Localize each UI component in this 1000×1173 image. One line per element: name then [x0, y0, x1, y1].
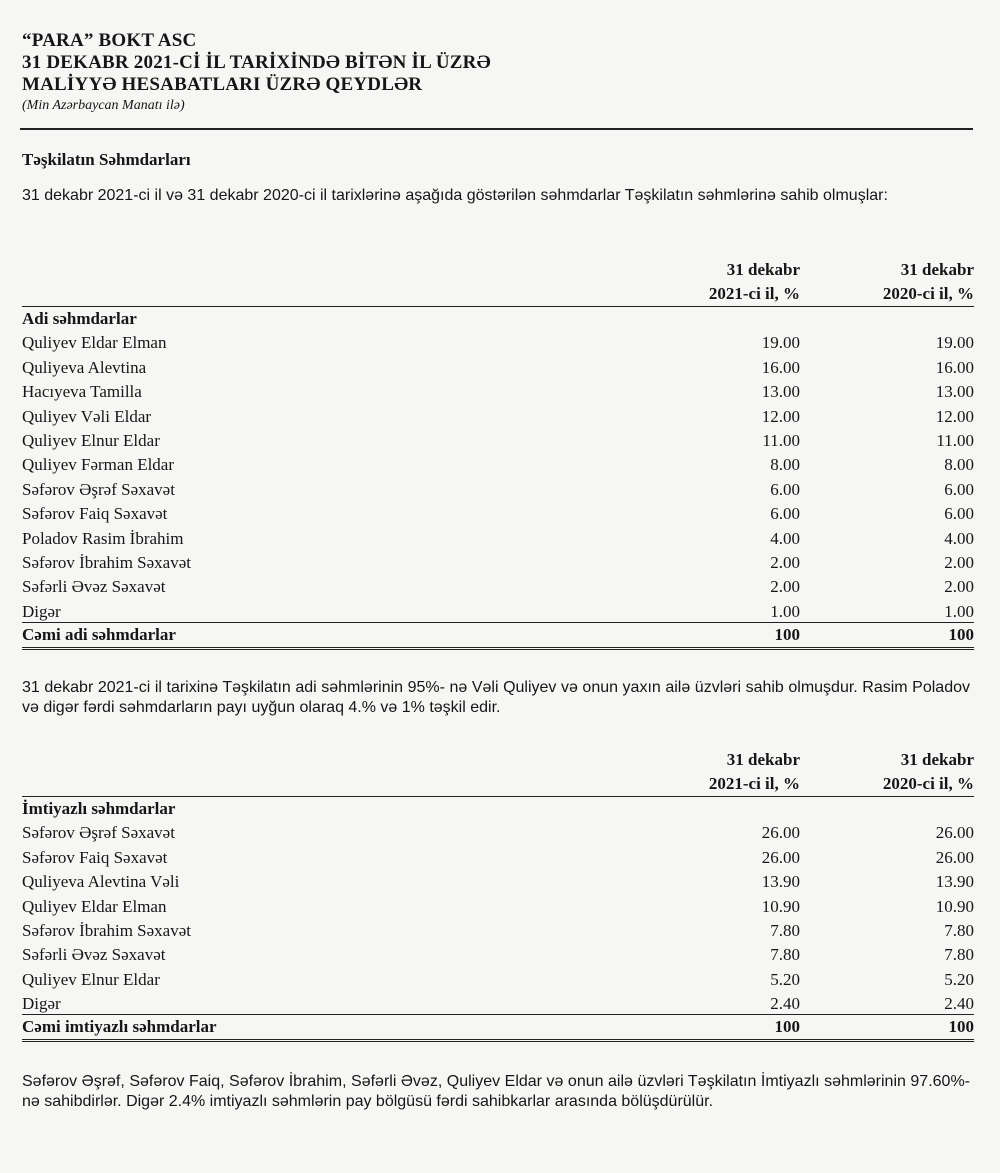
column-header-2020-line1: 31 dekabr: [900, 750, 974, 769]
column-header-2020: [883, 258, 974, 306]
share-2020: 19.00: [935, 333, 974, 353]
share-2021: 6.00: [770, 479, 800, 499]
table-row: [22, 870, 974, 894]
preferred-note-paragraph: Səfərov Əşrəf, Səfərov Faiq, Səfərov İbrahim, Səfərli Əvəz, Quliyev Eldar və onun ailə üzvləri Təşkilatın İmtiyazlı səhmlərinin 97.60%-nə sahibdirlər. Digər 2.4% imtiyazlı səhmlərin pay bölgüsü fərdi sahibkarlar arasında bölüşdürülür.: [22, 1073, 970, 1110]
column-header-2020-line2: 2020-ci il, %: [882, 284, 974, 303]
share-2021: 26.00: [761, 847, 800, 867]
total-2021: 100: [774, 1017, 800, 1036]
share-2020: 16.00: [935, 357, 974, 377]
shareholder-name: Səfərli Əvəz Səxavət: [22, 945, 166, 965]
shareholder-name: Quliyeva Alevtina: [22, 357, 147, 377]
column-header-2021-line1: 31 dekabr: [726, 260, 800, 279]
share-2020: 6.00: [944, 504, 974, 524]
shareholder-name: Səfərov İbrahim Səxavət: [22, 552, 191, 572]
preferred-rows: [22, 796, 974, 1017]
shareholder-name: Quliyev Elnur Eldar: [22, 430, 160, 450]
share-2021: 8.00: [770, 455, 800, 475]
shareholder-name: Quliyev Eldar Elman: [22, 896, 167, 916]
ordinary-total-row: [22, 622, 974, 650]
column-header-2021-line2: 2021-ci il, %: [708, 774, 800, 793]
share-2020: 12.00: [935, 406, 974, 426]
table-row: [22, 429, 974, 453]
ordinary-note-paragraph: 31 dekabr 2021-ci il tarixinə Təşkilatın adi səhmlərinin 95%- nə Vəli Quliyev və onun yaxın ailə üzvləri sahib olmuşdur. Rasim Poladov və digər fərdi səhmdarların payı uyğun olaraq 4.% və 1% təşkil edir.: [22, 679, 970, 716]
table-row: [22, 405, 974, 429]
share-2020: 13.00: [935, 382, 974, 402]
total-2020: 100: [948, 1017, 974, 1036]
share-2021: 10.90: [761, 896, 800, 916]
shareholder-name: Səfərov Faiq Səxavət: [22, 847, 168, 867]
share-2020: 5.20: [944, 969, 974, 989]
group-label-row: [22, 307, 974, 331]
group-label: Adi səhmdarlar: [22, 309, 137, 328]
table-row: [22, 600, 974, 624]
intro-paragraph: 31 dekabr 2021-ci il və 31 dekabr 2020-ci il tarixlərinə aşağıda göstərilən səhmdarlar Təşkilatın səhmlərinə sahib olmuşlar:: [22, 187, 888, 204]
share-2021: 19.00: [761, 333, 800, 353]
shareholder-name: Səfərov İbrahim Səxavət: [22, 920, 191, 940]
report-title: MALİYYƏ HESABATLARI ÜZRƏ QEYDLƏR: [22, 74, 423, 95]
share-2021: 7.80: [770, 945, 800, 965]
share-2021: 1.00: [770, 601, 800, 621]
share-2020: 2.00: [944, 577, 974, 597]
column-header-2021: [709, 258, 800, 306]
column-header-2020-line2: 2020-ci il, %: [882, 774, 974, 793]
column-header-2021-line2: 2021-ci il, %: [708, 284, 800, 303]
report-period-title: 31 DEKABR 2021-Cİ İL TARİXİNDƏ BİTƏN İL ÜZRƏ: [22, 52, 491, 73]
table-row: [22, 502, 974, 526]
table-row: [22, 575, 974, 599]
share-2020: 26.00: [935, 823, 974, 843]
share-2021: 12.00: [761, 406, 800, 426]
share-2020: 10.90: [935, 896, 974, 916]
share-2021: 2.40: [770, 994, 800, 1014]
table-row: [22, 992, 974, 1016]
total-label: Cəmi adi səhmdarlar: [22, 625, 176, 644]
table-row: [22, 453, 974, 477]
share-2021: 7.80: [770, 920, 800, 940]
share-2020: 26.00: [935, 847, 974, 867]
total-2021: 100: [774, 625, 800, 644]
ordinary-rows: [22, 306, 974, 624]
table-row: [22, 943, 974, 967]
share-2021: 13.00: [761, 382, 800, 402]
share-2021: 2.00: [770, 577, 800, 597]
shareholder-name: Poladov Rasim İbrahim: [22, 528, 184, 548]
share-2021: 16.00: [761, 357, 800, 377]
share-2020: 11.00: [936, 430, 974, 450]
total-2020: 100: [948, 625, 974, 644]
currency-note: (Min Azərbaycan Manatı ilə): [22, 98, 185, 113]
total-label: Cəmi imtiyazlı səhmdarlar: [22, 1017, 217, 1036]
share-2021: 26.00: [761, 823, 800, 843]
document-header: [22, 30, 972, 115]
share-2021: 6.00: [770, 504, 800, 524]
header-divider: [20, 128, 973, 130]
table-row: [22, 968, 974, 992]
table-row: [22, 380, 974, 404]
column-header-2020: [883, 748, 974, 796]
share-2020: 6.00: [944, 479, 974, 499]
table-row: [22, 551, 974, 575]
table-row: [22, 527, 974, 551]
share-2020: 1.00: [944, 601, 974, 621]
column-header-2021: [709, 748, 800, 796]
shareholder-name: Səfərov Faiq Səxavət: [22, 504, 168, 524]
table-row: [22, 846, 974, 870]
table-row: [22, 331, 974, 355]
share-2021: 11.00: [762, 430, 800, 450]
table-row: [22, 919, 974, 943]
table-row: [22, 478, 974, 502]
shareholder-name: Səfərov Əşrəf Səxavət: [22, 479, 175, 499]
share-2020: 2.40: [944, 994, 974, 1014]
group-label: İmtiyazlı səhmdarlar: [22, 799, 176, 818]
group-label-row: [22, 797, 974, 821]
share-2021: 5.20: [770, 969, 800, 989]
table-row: [22, 821, 974, 845]
shareholder-name: Quliyeva Alevtina Vəli: [22, 872, 180, 892]
table-row: [22, 356, 974, 380]
shareholder-name: Quliyev Vəli Eldar: [22, 406, 152, 426]
company-name: “PARA” BOKT ASC: [22, 30, 197, 51]
table-row: [22, 895, 974, 919]
shareholder-name: Quliyev Elnur Eldar: [22, 969, 160, 989]
share-2021: 4.00: [770, 528, 800, 548]
share-2020: 7.80: [944, 920, 974, 940]
column-header-2020-line1: 31 dekabr: [900, 260, 974, 279]
share-2020: 13.90: [935, 872, 974, 892]
share-2020: 7.80: [944, 945, 974, 965]
share-2021: 13.90: [761, 872, 800, 892]
preferred-total-row: [22, 1014, 974, 1042]
column-header-2021-line1: 31 dekabr: [726, 750, 800, 769]
shareholder-name: Digər: [22, 601, 61, 621]
shareholder-name: Səfərov Əşrəf Səxavət: [22, 823, 175, 843]
shareholder-name: Səfərli Əvəz Səxavət: [22, 577, 166, 597]
share-2020: 8.00: [944, 455, 974, 475]
share-2020: 4.00: [944, 528, 974, 548]
share-2020: 2.00: [944, 552, 974, 572]
shareholder-name: Digər: [22, 994, 61, 1014]
shareholder-name: Quliyev Eldar Elman: [22, 333, 167, 353]
section-title: Təşkilatın Səhmdarları: [22, 150, 191, 169]
share-2021: 2.00: [770, 552, 800, 572]
shareholder-name: Quliyev Fərman Eldar: [22, 455, 175, 475]
shareholder-name: Hacıyeva Tamilla: [22, 382, 142, 402]
